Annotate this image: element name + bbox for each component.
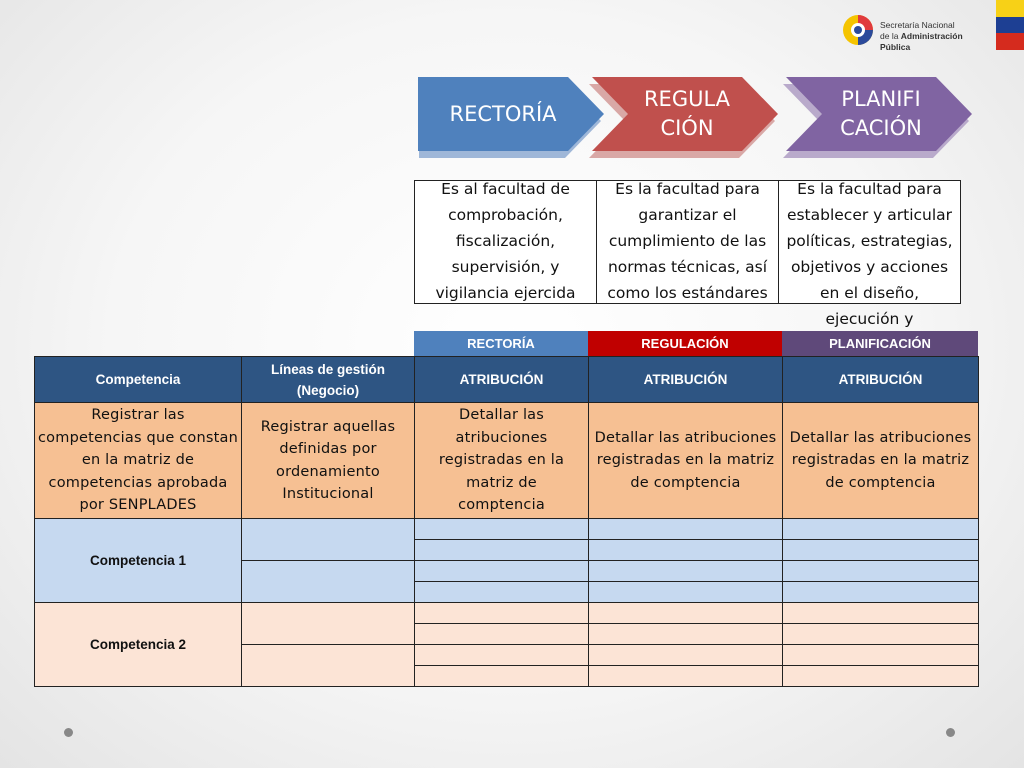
table-cell (242, 519, 415, 561)
logo-line-2-prefix: de la (880, 31, 901, 41)
definition-planificacion (779, 180, 961, 328)
logo-line-1: Secretaría Nacional (880, 20, 955, 30)
table-cell (415, 540, 589, 561)
table-cell (242, 561, 415, 603)
category-planificacion: PLANIFICACIÓN (782, 331, 978, 356)
header-atribucion-regulacion: ATRIBUCIÓN (589, 357, 783, 403)
chevron-regulacion (592, 77, 782, 155)
desc-atribucion-planificacion: Detallar las atribuciones registradas en la matriz de comptencia (783, 403, 979, 519)
definition-regulacion-text: Es la facultad para garantizar el cumplimiento de las normas técnicas, así como los estándares (607, 180, 768, 302)
table-cell (242, 645, 415, 687)
definition-rectoria (415, 181, 597, 304)
slide-corner-dot-right (946, 728, 955, 737)
table-cell (589, 603, 783, 624)
matrix-header-row (35, 357, 979, 403)
logo-text (880, 20, 992, 53)
definition-planificacion-text: Es la facultad para establecer y articular políticas, estrategias, objetivos y acciones en el diseño, ejecución y (786, 180, 953, 328)
table-cell (415, 666, 589, 687)
table-cell (783, 624, 979, 645)
table-cell (783, 519, 979, 540)
header-competencia: Competencia (35, 357, 242, 403)
table-cell (589, 540, 783, 561)
table-cell (783, 603, 979, 624)
institution-logo (842, 14, 992, 50)
table-cell (415, 519, 589, 540)
table-cell (589, 519, 783, 540)
table-cell (783, 666, 979, 687)
desc-atribucion-regulacion: Detallar las atribuciones registradas en la matriz de comptencia (589, 403, 783, 519)
definitions-table (414, 180, 961, 328)
table-cell (783, 645, 979, 666)
chevron-planificacion (786, 77, 976, 155)
table-cell (415, 645, 589, 666)
competency-matrix (34, 356, 979, 687)
table-cell (415, 603, 589, 624)
table-cell (589, 645, 783, 666)
table-row (35, 603, 979, 624)
chevron-rectoria (418, 77, 608, 155)
desc-atribucion-rectoria: Detallar las atribuciones registradas en la matriz de comptencia (415, 403, 589, 519)
flag-stripes (996, 0, 1024, 50)
header-atribucion-planificacion: ATRIBUCIÓN (783, 357, 979, 403)
chevron-planificacion-label: PLANIFI CACIÓN (840, 87, 922, 140)
definition-rectoria-text: Es al facultad de comprobación, fiscalización, supervisión, y vigilancia ejercida (435, 180, 576, 302)
competencia-1-label: Competencia 1 (35, 519, 242, 603)
chevron-rectoria-label: RECTORÍA (449, 101, 557, 126)
header-lineas-gestion: Líneas de gestión (Negocio) (242, 357, 415, 403)
definition-regulacion (597, 181, 779, 304)
table-cell (589, 561, 783, 582)
table-cell (783, 540, 979, 561)
table-cell (783, 582, 979, 603)
desc-competencia: Registrar las competencias que constan en la matriz de competencias aprobada por SENPLADES (35, 403, 242, 519)
table-cell (783, 561, 979, 582)
table-cell (589, 582, 783, 603)
table-row (35, 519, 979, 540)
desc-lineas-gestion: Registrar aquellas definidas por ordenamiento Institucional (242, 403, 415, 519)
table-cell (589, 666, 783, 687)
table-cell (415, 624, 589, 645)
category-rectoria: RECTORÍA (414, 331, 588, 356)
chevron-regulacion-label: REGULA CIÓN (643, 87, 731, 140)
category-regulacion: REGULACIÓN (588, 331, 782, 356)
table-cell (589, 624, 783, 645)
logo-emblem-icon (842, 14, 874, 46)
table-cell (415, 561, 589, 582)
table-cell (415, 582, 589, 603)
header-atribucion-rectoria: ATRIBUCIÓN (415, 357, 589, 403)
slide-corner-dot-left (64, 728, 73, 737)
table-cell (242, 603, 415, 645)
competencia-2-label: Competencia 2 (35, 603, 242, 687)
logo-line-2-bold: Administración Pública (880, 31, 963, 52)
matrix-description-row (35, 403, 979, 519)
